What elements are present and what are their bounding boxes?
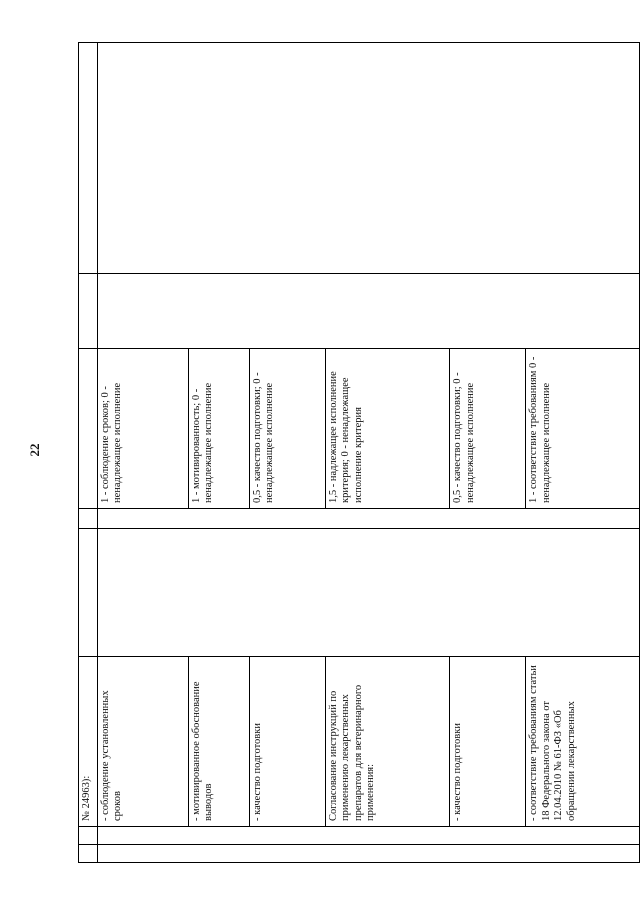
criterion-text: - качество подготовки [251, 723, 263, 821]
table-cell-score [325, 349, 449, 509]
evaluation-table [78, 42, 640, 863]
table-cell-note [79, 43, 98, 274]
criterion-text: - соблюдение установленных сроков [99, 690, 124, 821]
table-cell-criterion [249, 657, 325, 827]
table-cell-value [97, 529, 639, 657]
table-cell-note [97, 43, 639, 274]
table-cell-extra [97, 274, 639, 349]
table-cell-criterion [97, 657, 188, 827]
score-text: 0,5 - качество подготовки; 0 - ненадлежащее исполнение [251, 372, 276, 503]
criterion-text: - соответствие требованиям статьи 18 Федерального закона от 12.04.2010 № 61-ФЗ «Об обращении лекарственных [528, 665, 577, 821]
table-cell-criterion [325, 657, 449, 827]
table-cell-index [79, 827, 98, 845]
table-cell-score [79, 349, 98, 509]
table-row [79, 43, 98, 863]
criterion-text: - качество подготовки [452, 723, 464, 821]
table-cell-score [249, 349, 325, 509]
score-text: 1 - соблюдение сроков; 0 - ненадлежащее исполнение [99, 382, 124, 503]
table-row [97, 43, 188, 863]
table-cell-value [79, 529, 98, 657]
table-cell-criterion [526, 657, 640, 827]
rotated-table-container [78, 43, 640, 863]
criterion-text: - мотивированное обоснование выводов [190, 681, 215, 821]
table-cell-criterion [450, 657, 526, 827]
table-cell-weight [97, 509, 639, 529]
table-cell-criterion [79, 657, 98, 827]
table-cell-score [450, 349, 526, 509]
score-text: 0,5 - качество подготовки; 0 - ненадлежащее исполнение [452, 372, 476, 503]
score-text: 1 - соответствие требованиям 0 - ненадлежащее исполнение [528, 356, 552, 503]
page-number: 22 [27, 443, 42, 457]
table-cell-score [188, 349, 249, 509]
criterion-text: Согласование инструкций по применению лекарственных препаратов для ветеринарного применения: [327, 684, 377, 821]
table-cell-number [79, 845, 98, 863]
score-text: 1,5 - надлежащее исполнение критерия; 0 - ненадлежащее исполнение критерия [327, 371, 364, 503]
criterion-text: № 24963): [81, 775, 92, 821]
table-cell-number [97, 845, 639, 863]
table-cell-extra [79, 274, 98, 349]
table-cell-score [97, 349, 188, 509]
table-cell-score [526, 349, 640, 509]
table-cell-criterion [188, 657, 249, 827]
score-text: 1 - мотивированность; 0 - ненадлежащее исполнение [190, 382, 215, 503]
table-cell-index [97, 827, 639, 845]
table-cell-weight [79, 509, 98, 529]
